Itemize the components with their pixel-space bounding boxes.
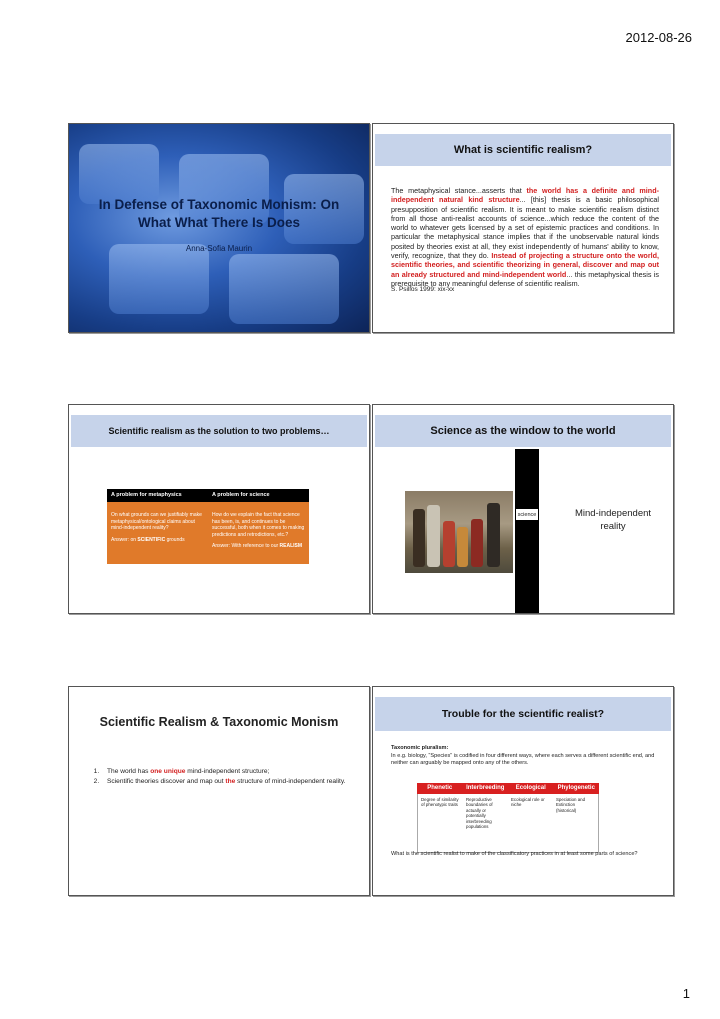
- page-number: 1: [682, 986, 690, 1001]
- slide-science-window: [372, 404, 674, 614]
- slide-scientific-realism: [372, 123, 674, 333]
- header-date: 2012-08-26: [625, 30, 692, 45]
- slide-1-title: In Defense of Taxonomic Monism: On What What There Is Does: [98, 197, 340, 230]
- table-cell: Reproductive boundaries of actually or potentially interbreeding populations: [466, 797, 493, 830]
- slide-2-body: [391, 186, 659, 288]
- slide-title: [68, 123, 370, 333]
- species-table: [417, 783, 599, 853]
- claims-list: [83, 767, 359, 787]
- mind-independent-label: Mind-independent reality: [574, 508, 652, 532]
- table-header: A problem for science: [212, 492, 270, 498]
- table-header: Phenetic: [427, 785, 453, 791]
- realist-question: What is the scientific realist to make of the classificatory practices in at least some parts of science?: [391, 851, 638, 857]
- table-cell: Degree of similarity of phenotypic traits: [421, 797, 459, 808]
- cell-answer: Answer: With reference to our REALISM: [212, 543, 303, 550]
- slide-5-title: Scientific Realism & Taxonomic Monism: [99, 715, 339, 729]
- body-text: The metaphysical stance...asserts that: [391, 186, 527, 195]
- pluralism-label: Taxonomic pluralism:: [391, 745, 449, 751]
- slide-4-title: Science as the window to the world: [375, 415, 671, 447]
- slide-2-citation: S. Psillos 1999: xix-xx: [391, 286, 455, 293]
- highlight-text: Instead of projecting a structure onto the world, scientific theories, and scientific theorizing in general, discover and map out an already structured and mind-independent world: [391, 251, 659, 279]
- cell-question: On what grounds can we justifiably make metaphysical/ontological claims about mind-independent reality?: [111, 512, 202, 532]
- table-cell: [107, 502, 208, 564]
- table-header: Ecological: [515, 785, 546, 791]
- slide-two-problems: [68, 404, 370, 614]
- table-cell: Speciation and Extinction (historical): [556, 797, 586, 813]
- slide-trouble: [372, 686, 674, 896]
- cell-answer: Answer: on SCIENTIFIC grounds: [111, 536, 185, 543]
- slide-3-title: Scientific realism as the solution to two problems…: [71, 415, 367, 447]
- science-label: science: [515, 508, 539, 521]
- family-photo: [405, 491, 513, 573]
- table-header: Interbreeding: [466, 785, 505, 791]
- slide-taxonomic-monism: [68, 686, 370, 896]
- list-item: 1. The world has one unique mind-independent structure;: [101, 767, 359, 776]
- slide-6-title: Trouble for the scientific realist?: [375, 697, 671, 731]
- slide-1-author: Anna-Sofia Maurin: [185, 244, 253, 253]
- table-cell: [208, 502, 309, 564]
- problems-table: [107, 489, 309, 564]
- body-text: ... [this] thesis is a basic philosophical presupposition of scientific realism. It is meant to make scientific realism distinct from all those anti-realist accounts of science...which reduce the content of the world to whatever gets licensed by a set of epistemic practices and conditions. In particular the metaphysical stance implies that if the unobservable natural kinds posited by theories exist at all, they exist independently of humans' ability to know, verify, recognize, that they do.: [391, 195, 660, 261]
- window-bar: [515, 449, 539, 613]
- pluralism-intro: In e.g. biology, “Species” is codified in four different ways, where each serves a different scientific end, and neither can arguably be mapped onto any of the others.: [391, 753, 655, 767]
- table-cell: Ecological role or niche: [511, 797, 545, 808]
- slide-2-title: What is scientific realism?: [375, 134, 671, 166]
- table-header: Phylogenetic: [557, 785, 595, 791]
- list-item: 2. Scientific theories discover and map out the structure of mind-independent reality.: [101, 777, 359, 786]
- cell-question: How do we explain the fact that science has been, is, and continues to be successful, both when it comes to making predictions and retrodictions, etc.?: [212, 512, 305, 538]
- body-text: ... this metaphysical thesis is prerequisite to any meaningful defense of scientific realism.: [391, 269, 660, 288]
- highlight-text: the world has a definite and mind-independent natural kind structure: [391, 186, 659, 205]
- table-header: A problem for metaphysics: [111, 492, 182, 498]
